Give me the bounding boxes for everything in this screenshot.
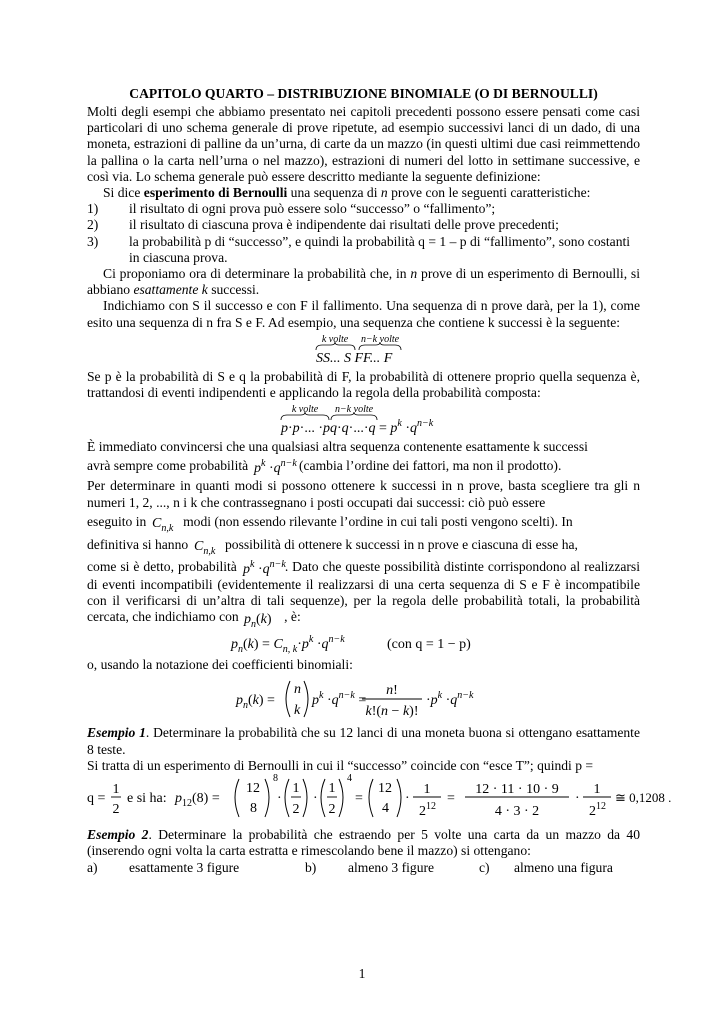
- svg-text:pn(k) =: $p_n(k)$ =: [235, 693, 275, 712]
- svg-text:4: 4: [382, 801, 389, 817]
- svg-text:p12(8) =: $p_{12}(8)$ =: [175, 791, 220, 810]
- example-2-label: Esempio 2: [87, 827, 149, 843]
- svg-text:·: ·: [313, 791, 318, 807]
- example-1-equation: [87, 773, 672, 825]
- svg-text:1: 1: [593, 782, 601, 798]
- svg-text:pk ·qn−k: $p^k \cdot q^{n-k}$: [253, 458, 297, 477]
- svg-text:pn(k): $p_n(k)$: [244, 612, 272, 631]
- cnk-inline-2: [192, 536, 222, 556]
- sequence-formula-svg: [314, 333, 414, 367]
- svg-text:8: 8: [250, 801, 257, 817]
- svg-text:Cn,k: $C_{n,k}$: [151, 515, 173, 534]
- nk-times-label-2: n−k volte: [334, 404, 373, 416]
- svg-text:12 · 11 · 10 · 9: 12 · 11 · 10 · 9: [475, 782, 559, 798]
- eq-prefix: q =: [87, 791, 106, 807]
- example-1-label: Esempio 1: [87, 725, 146, 741]
- binomial-note: o, usando la notazione dei coefficienti binomiali:: [87, 657, 353, 673]
- svg-text:n!: n!: [385, 683, 398, 699]
- main-formula: [87, 631, 640, 655]
- svg-text:8: 8: [273, 773, 278, 785]
- eq-mid: e si ha:: [127, 791, 167, 807]
- immediate-line-1: È immediato convincersi che una qualsiasi altra sequenza contenente esattamente k successi: [87, 439, 588, 455]
- eq-result: ≅ 0,1208 .: [615, 790, 672, 806]
- probability-paragraph: Se p è la probabilità di S e q la probabilità di F, la probabilità di ottenere proprio quella sequenza è, trattandosi di eventi indipendenti e applicando la regola della probabilità composta:: [87, 368, 640, 401]
- pk-qnk-inline: [252, 458, 296, 476]
- nk-times-label: n−k volte: [360, 333, 399, 345]
- k-brace-2: [281, 412, 329, 420]
- conditions-list: [87, 201, 640, 266]
- svg-text:1: 1: [112, 782, 120, 798]
- svg-text:·: ·: [405, 791, 410, 807]
- goal-paragraph: Ci proponiamo ora di determinare la probabilità che, in n prove di un esperimento di Bernoulli, si abbiano esattamente k successi.: [87, 266, 640, 298]
- product-text: p·p·... $\cdot pq\cdot q\cdot...\cdot q = p^k \cdot q^{n-k}$: [280, 418, 433, 437]
- condition-item: 3) la probabilità p di “successo”, e quindi la probabilità q = 1 – p di “fallimento”, sono costanti in ciascuna prova.: [87, 233, 631, 265]
- pk-qnk-inline-2: [241, 559, 285, 577]
- binomial-formula-svg: [234, 677, 494, 721]
- svg-text:1: 1: [328, 781, 336, 797]
- svg-text:2: 2: [328, 802, 336, 818]
- svg-text:12: 12: [246, 781, 260, 797]
- svg-text:1: 1: [423, 782, 431, 798]
- definition-term: esperimento di Bernoulli: [143, 185, 288, 201]
- k-times-label-2: k volte: [291, 404, 318, 416]
- page-number: 1: [358, 966, 366, 981]
- condition-item: 1) il risultato di ogni prova può essere solo “successo” o “fallimento”;: [87, 201, 496, 217]
- example-2-options: [87, 860, 640, 876]
- svg-text:·: ·: [575, 791, 580, 807]
- document-page: [87, 86, 672, 876]
- svg-text:2: 2: [292, 802, 300, 818]
- svg-text:·pk ·qn−k: $\cdot p^k \cdot q^{n-k}$: [425, 690, 473, 709]
- example-1-statement: Esempio 1. Determinare la probabilità che su 12 lanci di una moneta buona si ottengano esattamente 8 teste.: [87, 725, 640, 757]
- product-formula-svg: [279, 403, 449, 437]
- svg-text:4 · 3 · 2: 4 · 3 · 2: [494, 804, 540, 820]
- svg-text:212: $2^{12}$: [589, 801, 606, 820]
- definition-paragraph: Si dice esperimento di Bernoulli una sequenza di n prove con le seguenti caratteristiche:: [103, 185, 591, 201]
- svg-text:2: 2: [112, 802, 120, 818]
- modi-line-4: come si è detto, probabilità $p^k \cdot q^{n-k}$ . Dato che queste possibilità distinte corrispondono al realizzarsi di eventi incompatibili (evidentemente il realizzarsi di una certa sequenza di S e F è incompatibile con il verificarsi di un’altra di tali sequenze), per la regola delle probabilità totali, la probabilità cercata, che indichiamo con $p_n(k)$ , è:: [87, 558, 640, 631]
- k-times-label: k volte: [321, 333, 348, 345]
- svg-text:pk ·qn−k: $p^k \cdot q^{n-k}$: [242, 558, 286, 577]
- main-formula-condition: (con q = 1 − p): [386, 637, 471, 653]
- svg-text:212: $2^{12}$: [419, 801, 436, 820]
- notation-paragraph: Indichiamo con S il successo e con F il fallimento. Una sequenza di n prove darà, per la 1), come esito una sequenza di n fra S e F. Ad esempio, una sequenza che contiene k successi è la seguente:: [87, 298, 640, 330]
- svg-text:n: n: [293, 682, 301, 698]
- option-c: c) almeno una figura: [479, 859, 613, 875]
- svg-text:4: 4: [347, 773, 352, 785]
- condition-item: 2) il risultato di ciascuna prova è indipendente dai risultati delle prove precedenti;: [87, 217, 559, 233]
- product-formula: [87, 403, 640, 437]
- modi-line-3: definitiva si hanno $C_{n,k}$ possibilità di ottenere k successi in n prove e ciascuna di esse ha,: [87, 536, 578, 557]
- main-formula-svg: [229, 631, 499, 655]
- modi-line-2: eseguito in $C_{n,k}$ modi (non essendo rilevante l’ordine in cui tali posti vengono scelti). In: [87, 513, 573, 534]
- svg-text:=: =: [355, 791, 363, 807]
- pn-k-inline: [242, 609, 284, 631]
- svg-text:k!(n − k)!: k!(n − k)!: [365, 704, 418, 720]
- svg-text:pn(k) = Cn, k·pk ·qn−k: $p_n(k) = C_{n, k}\cdot p^k \cdot q^{n-k}$: [230, 634, 345, 656]
- example-2-statement: Esempio 2. Determinare la probabilità che estraendo per 5 volte una carta da un mazzo da 40 (inserendo ogni volta la carta estratta e rimescolando bene il mazzo) si ottengano:: [87, 827, 641, 859]
- immediate-line-2: avrà sempre come probabilità $p^k \cdot q^{n-k}$ (cambia l’ordine dei fattori, ma non il prodotto).: [87, 458, 562, 477]
- sequence-text: SS... S FF... F: [315, 350, 392, 366]
- svg-text:Cn,k: $C_{n,k}$: [193, 538, 215, 557]
- svg-text:=: =: [447, 791, 455, 807]
- option-b: b) almeno 3 figure: [305, 859, 435, 875]
- sequence-formula: [87, 333, 640, 367]
- example-1-equation-svg: [87, 773, 672, 821]
- svg-text:1: 1: [292, 781, 300, 797]
- intro-paragraph: Molti degli esempi che abbiamo presentato nei capitoli precedenti possono essere pensati come casi particolari di uno schema generale di prove ripetute, ad esempio successivi lanci di un dado, di una moneta, estrazioni di palline da un’urna, di carte da un mazzo (in questi ultimi due casi reimmettendo la pallina o la carta nell’urna o nel mazzo), estrazioni di numeri del lotto in settimane successive, e così via. Lo schema generale può essere descritto mediante la seguente definizione:: [87, 104, 640, 184]
- chapter-title: CAPITOLO QUARTO – DISTRIBUZIONE BINOMIALE (O DI BERNOULLI): [129, 86, 598, 101]
- option-a: a) esattamente 3 figure: [87, 859, 240, 875]
- binomial-formula: [87, 677, 640, 721]
- svg-text:12: 12: [378, 781, 392, 797]
- modi-line-1: Per determinare in quanti modi si possono ottenere k successi in n prove, basta scegliere tra gli n numeri 1, 2, ..., n i k che contrassegnano i posti occupati dai successi: ciò può essere: [87, 478, 640, 510]
- example-1-line-2: Si tratta di un esperimento di Bernoulli in cui il “successo” coincide con “esce T”; quindi p =: [87, 757, 594, 773]
- svg-text:·: ·: [277, 791, 282, 807]
- cnk-inline: [150, 513, 180, 533]
- svg-text:pk ·qn−k =: $p^k \cdot q^{n-k}$ =: [311, 690, 366, 709]
- svg-text:k: k: [293, 703, 300, 719]
